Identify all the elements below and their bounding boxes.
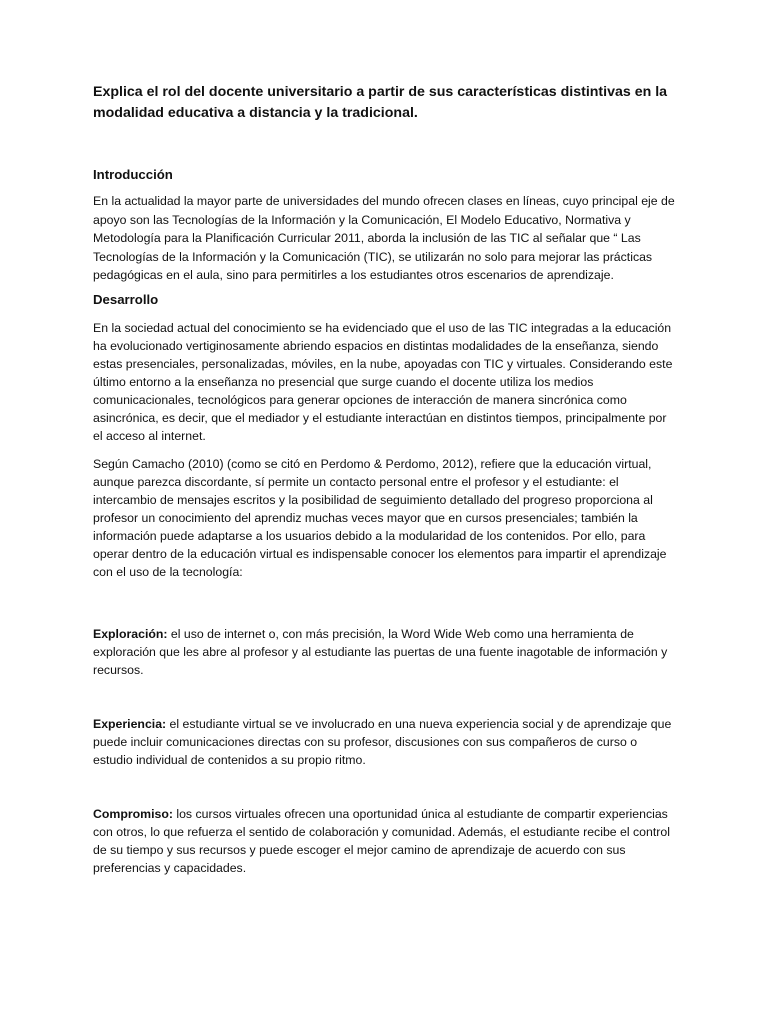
compromiso-term: Compromiso: bbox=[93, 806, 173, 821]
experiencia-text: el estudiante virtual se ve involucrado en una nueva experiencia social y de aprendizaje que puede incluir comunicaciones directas con su profesor, discusiones con sus compañeros de curso o estudio individual de contenidos a su propio ritmo. bbox=[93, 716, 672, 767]
compromiso-paragraph bbox=[93, 805, 678, 877]
intro-heading: Introducción bbox=[93, 167, 173, 182]
compromiso-text: los cursos virtuales ofrecen una oportunidad única al estudiante de compartir experiencias con otros, lo que refuerza el sentido de colaboración y comunidad. Además, el estudiante recibe el control de su tiempo y sus recursos y puede escoger el mejor camino de aprendizaje de acuerdo con sus preferencias y capacidades. bbox=[93, 806, 670, 875]
exploracion-paragraph bbox=[93, 625, 678, 679]
experiencia-term: Experiencia: bbox=[93, 716, 167, 731]
exploracion-text: el uso de internet o, con más precisión, la Word Wide Web como una herramienta de exploración que les abre al profesor y al estudiante las puertas de una fuente inagotable de información y recursos. bbox=[93, 626, 668, 677]
development-paragraph: En la sociedad actual del conocimiento se ha evidenciado que el uso de las TIC integradas a la educación ha evolucionado vertiginosamente abriendo espacios en distintas modalidades de la enseñanza, siendo estas presenciales, personalizadas, móviles, en la nube, apoyadas con TIC y virtuales. Considerando este último entorno a la enseñanza no presencial que surge cuando el docente utiliza los medios comunicacionales, tecnológicos para generar opciones de interacción de manera sincrónica como asincrónica, es decir, que el mediador y el estudiante interactúan en distintos tiempos, principalmente por el acceso al internet. bbox=[93, 320, 673, 443]
camacho-paragraph: Según Camacho (2010) (como se citó en Perdomo & Perdomo, 2012), refiere que la educación virtual, aunque parezca discordante, sí permite un contacto personal entre el profesor y el estudiante: el intercambio de mensajes escritos y la posibilidad de seguimiento detallado del progreso proporciona al profesor un conocimiento del aprendiz muchas veces mayor que en cursos presenciales; también la información puede adaptarse a los usuarios debido a la modularidad de los contenidos. Por ello, para operar dentro de la educación virtual es indispensable conocer los elementos para impartir el aprendizaje con el uso de la tecnología: bbox=[93, 456, 667, 579]
development-heading: Desarrollo bbox=[93, 291, 159, 307]
exploracion-term: Exploración: bbox=[93, 626, 168, 641]
intro-paragraph: En la actualidad la mayor parte de universidades del mundo ofrecen clases en líneas, cuyo principal eje de apoyo son las Tecnologías de la Información y la Comunicación, El Modelo Educativo, Normativa y Metodología para la Planificación Curricular 2011, aborda la inclusión de las TIC al señalar que “ Las Tecnologías de la Información y la Comunicación (TIC), se utilizarán no solo para mejorar las prácticas pedagógicas en el aula, sino para permitirles a los estudiantes otros escenarios de aprendizaje. bbox=[93, 194, 675, 282]
document-page bbox=[93, 82, 678, 877]
experiencia-paragraph bbox=[93, 715, 678, 769]
document-title: Explica el rol del docente universitario a partir de sus características distintivas en la modalidad educativa a distancia y la tradicional. bbox=[93, 84, 668, 121]
